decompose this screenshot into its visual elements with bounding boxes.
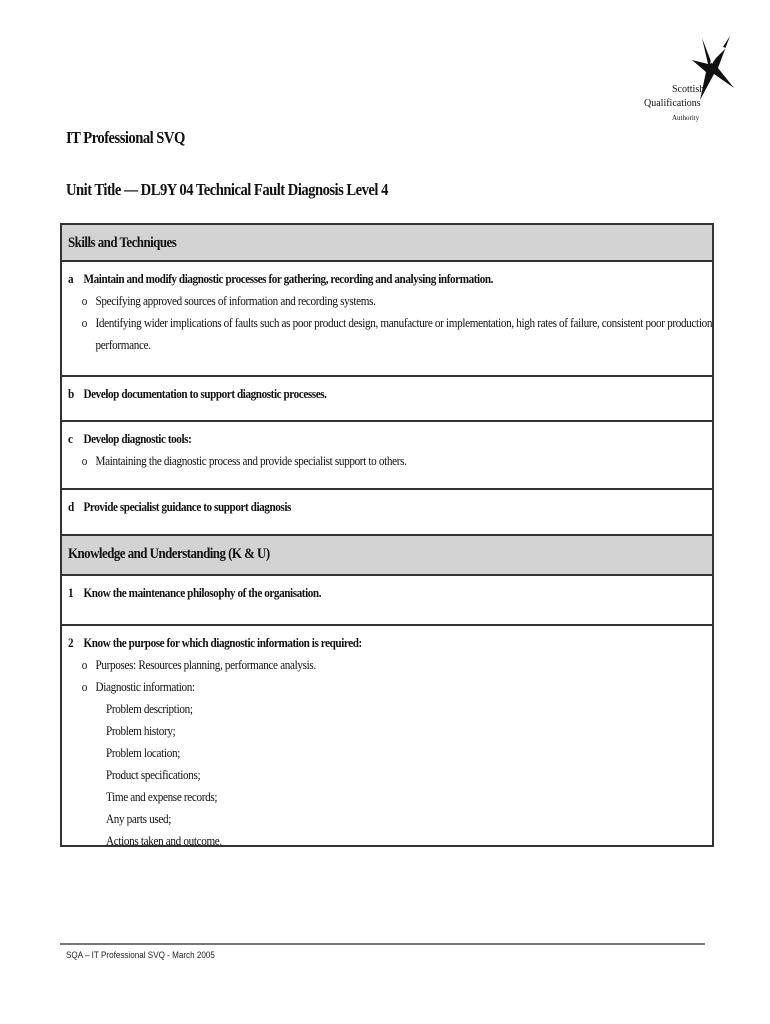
- unit-title: Unit Title –– DL9Y 04 Technical Fault Diagnosis Level 4: [66, 180, 388, 199]
- footer-text: SQA – IT Professional SVQ - March 2005: [66, 950, 215, 960]
- skills-row-b: [62, 375, 712, 420]
- diagnostic-info-list: [68, 698, 706, 852]
- row-text: Develop documentation to support diagnostic processes.: [83, 386, 327, 401]
- bullet-list: [68, 450, 706, 472]
- list-item: o Diagnostic information:: [68, 676, 732, 698]
- row-heading: [68, 632, 617, 654]
- row-letter: a: [68, 271, 74, 286]
- row-letter: 1: [68, 585, 74, 600]
- list-item: Any parts used;: [106, 811, 172, 826]
- row-heading: [68, 496, 617, 518]
- document-title: IT Professional SVQ: [66, 128, 185, 147]
- knowledge-row-1: [62, 574, 712, 624]
- row-text: Develop diagnostic tools:: [83, 431, 192, 446]
- skills-row-a: [62, 260, 712, 375]
- sqa-logo: [642, 30, 738, 126]
- skills-section-title: Skills and Techniques: [68, 235, 177, 251]
- bullet-list: [68, 654, 706, 698]
- row-text: Know the purpose for which diagnostic information is required:: [83, 635, 362, 650]
- row-heading: [68, 428, 617, 450]
- list-item: o Identifying wider implications of faults such as poor product design, manufacture or implementation, high rates of failure, consistent poor production performance.: [68, 312, 732, 356]
- list-item: Problem history;: [106, 723, 176, 738]
- bullet-icon: o: [81, 453, 88, 468]
- bullet-icon: o: [81, 657, 88, 672]
- row-heading: [68, 268, 617, 290]
- knowledge-section-title: Knowledge and Understanding (K & U): [68, 546, 270, 562]
- logo-line-3: Authority: [672, 114, 700, 122]
- logo-line-2: Qualifications: [644, 98, 701, 109]
- bullet-icon: o: [81, 293, 88, 308]
- row-heading: [68, 383, 617, 405]
- skills-row-d: [62, 488, 712, 534]
- bullet-icon: o: [81, 315, 88, 330]
- logo-line-1: Scottish: [672, 84, 705, 95]
- list-item: o Purposes: Resources planning, performance analysis.: [68, 654, 732, 676]
- row-text: Provide specialist guidance to support diagnosis: [83, 499, 291, 514]
- row-letter: d: [68, 499, 74, 514]
- row-letter: c: [68, 431, 73, 446]
- skills-section-header: [62, 223, 712, 260]
- footer-divider: [60, 943, 705, 945]
- list-item: Actions taken and outcome.: [106, 833, 222, 848]
- row-letter: b: [68, 386, 74, 401]
- list-item: Problem location;: [106, 745, 180, 760]
- list-item: Time and expense records;: [106, 789, 218, 804]
- list-item: Problem description;: [106, 701, 193, 716]
- standards-table: [60, 223, 714, 847]
- row-heading: [68, 582, 617, 604]
- list-item: Product specifications;: [106, 767, 201, 782]
- bullet-icon: o: [81, 679, 88, 694]
- row-letter: 2: [68, 635, 74, 650]
- knowledge-section-header: [62, 534, 712, 574]
- row-text: Know the maintenance philosophy of the organisation.: [83, 585, 322, 600]
- saltire-logo-icon: [642, 30, 738, 126]
- row-text: Maintain and modify diagnostic processes for gathering, recording and analysing information.: [83, 271, 494, 286]
- list-item: o Specifying approved sources of information and recording systems.: [68, 290, 732, 312]
- bullet-list: [68, 290, 713, 356]
- knowledge-row-2: [62, 624, 712, 848]
- skills-row-c: [62, 420, 712, 488]
- list-item: o Maintaining the diagnostic process and provide specialist support to others.: [68, 450, 732, 472]
